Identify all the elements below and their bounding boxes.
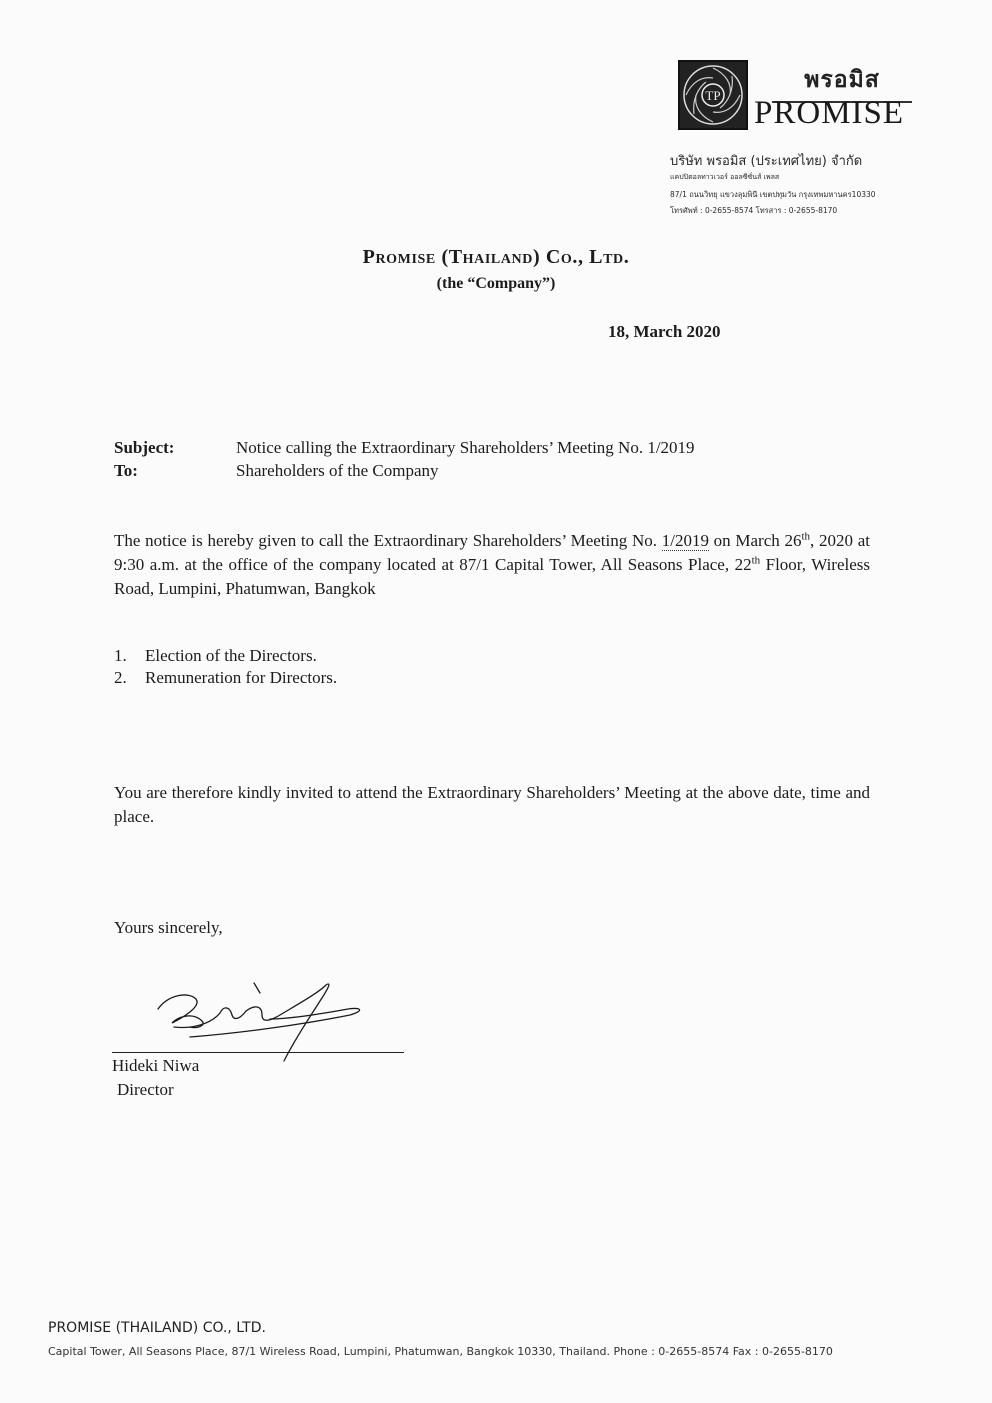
agenda-item (114, 667, 337, 689)
to-value: Shareholders of the Company (236, 461, 439, 480)
notice-text-part: The notice is hereby given to call the Extraordinary Shareholders’ Meeting No. (114, 531, 662, 550)
invitation-paragraph: You are therefore kindly invited to attend the Extraordinary Shareholders’ Meeting at the above date, time and place. (114, 783, 870, 826)
closing: Yours sincerely, (114, 918, 223, 937)
agenda-text: Election of the Directors. (145, 646, 317, 665)
brand-english: PROMISE (754, 95, 905, 131)
agenda-text: Remuneration for Directors. (145, 668, 338, 687)
svg-text:TP: TP (705, 88, 721, 103)
signatory-name: Hideki Niwa (112, 1056, 200, 1075)
letter-date: 18, March 2020 (608, 322, 721, 341)
brand-thai: พรอมิส (772, 62, 912, 103)
address-thai: 87/1 ถนนวิทยุ แขวงลุมพินี เขตปทุมวัน กรุงเทพมหานคร10330 (670, 190, 876, 199)
agenda-list (114, 645, 337, 689)
notice-paragraph (114, 529, 870, 601)
company-name-thai: บริษัท พรอมิส (ประเทศไทย) จำกัด (670, 154, 863, 169)
meeting-number: 1/2019 (661, 531, 709, 550)
subject-value: Notice calling the Extraordinary Shareholders’ Meeting No. 1/2019 (236, 438, 695, 457)
notice-text-part: , 2020 at 9:30 a.m. at the office of the company located at 87/1 Capital Tower, All Seasons Place, 22 (114, 531, 871, 574)
phone-thai: โทรศัพท์ : 0-2655-8574 โทรสาร : 0-2655-8170 (670, 206, 838, 215)
signature-line (112, 1052, 404, 1053)
ordinal-suffix: th (801, 530, 811, 543)
agenda-number: 1. (114, 646, 127, 665)
notice-text-part: on March 26 (708, 531, 802, 550)
footer-company: PROMISE (THAILAND) CO., LTD. (48, 1320, 266, 1336)
letterhead-address (670, 150, 920, 217)
agenda-item (114, 645, 337, 667)
company-heading: Promise (Thailand) Co., Ltd. (362, 246, 630, 268)
notice-text-part: Floor, Wireless Road, Lumpini, Phatumwan, Bangkok (114, 555, 871, 598)
signatory-title: Director (117, 1080, 174, 1099)
ordinal-suffix: th (751, 554, 761, 567)
footer-address: Capital Tower, All Seasons Place, 87/1 Wireless Road, Lumpini, Phatumwan, Bangkok 10330, Thailand. Phone : 0-2655-8574 Fax : 0-2655-8170 (48, 1345, 833, 1358)
agenda-number: 2. (114, 668, 127, 687)
subject-label: Subject: (114, 438, 175, 457)
company-subheading: (the “Company”) (436, 275, 556, 292)
company-logo (678, 60, 916, 138)
to-label: To: (114, 461, 138, 480)
promise-emblem-icon (678, 60, 748, 130)
building-thai: แคปปิตอลทาวเวอร์ ออลซีซั่นส์ เพลส (670, 173, 780, 181)
